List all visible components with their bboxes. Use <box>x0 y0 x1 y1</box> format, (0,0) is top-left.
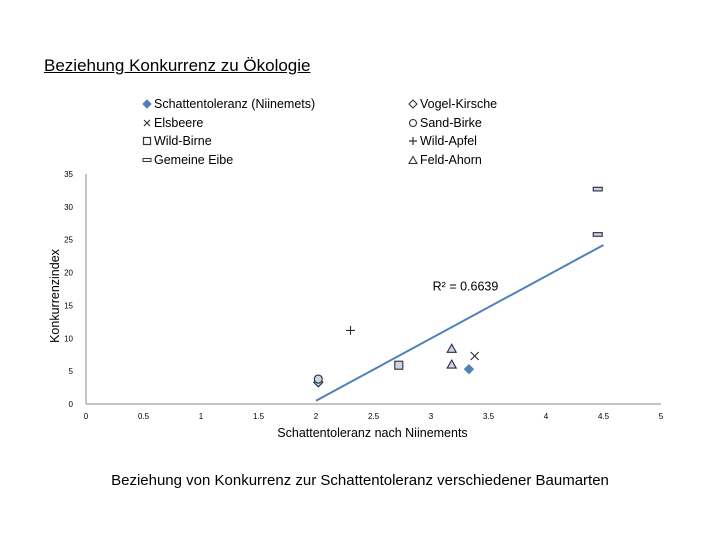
y-tick-label: 5 <box>68 367 73 377</box>
y-tick-labels <box>64 170 73 409</box>
x-axis-title: Schattentoleranz nach Niinements <box>277 426 468 440</box>
data-point <box>395 361 403 369</box>
x-tick-label: 4.5 <box>597 412 610 421</box>
legend-label: Elsbeere <box>154 115 204 130</box>
x-tick-label: 0 <box>83 412 89 421</box>
x-tick-label: 5 <box>658 412 664 421</box>
y-tick-label: 20 <box>64 268 73 278</box>
legend-label: Schattentoleranz (Niinemets) <box>154 97 316 111</box>
y-tick-label: 30 <box>64 202 73 212</box>
x-tick-label: 1 <box>198 412 204 421</box>
x-tick-label: 1.5 <box>252 412 265 421</box>
x-tick-label: 2 <box>313 412 319 421</box>
y-tick-label: 25 <box>64 235 73 245</box>
x-tick-label: 3 <box>428 412 434 421</box>
x-tick-labels <box>84 412 664 421</box>
x-tick-label: 3.5 <box>482 412 495 421</box>
legend-label: Wild-Birne <box>154 134 212 148</box>
data-point <box>593 187 602 191</box>
legend-label: Sand-Birke <box>420 115 482 130</box>
data-point <box>447 360 456 368</box>
legend-label: Gemeine Eibe <box>154 152 234 167</box>
y-tick-label: 15 <box>64 301 73 311</box>
data-point <box>314 375 322 383</box>
r-squared-label: R² = 0.6639 <box>432 279 499 294</box>
legend-label: Feld-Ahorn <box>420 152 482 167</box>
legend-label: Wild-Apfel <box>420 134 477 148</box>
chart-caption: Beziehung von Konkurrenz zur Schattentoleranz verschiedener Baumarten <box>111 472 609 489</box>
data-point <box>447 344 456 352</box>
y-tick-label: 0 <box>68 400 73 409</box>
legend-label: Vogel-Kirsche <box>420 97 498 111</box>
data-point <box>593 233 602 237</box>
slide-title: Beziehung Konkurrenz zu Ökologie <box>44 56 311 75</box>
x-tick-label: 2.5 <box>367 412 380 421</box>
y-tick-label: 35 <box>64 170 73 179</box>
x-tick-label: 4 <box>543 412 549 421</box>
x-tick-label: 0.5 <box>137 412 150 421</box>
y-axis-title: Konkurrenzindex <box>48 249 62 343</box>
trendline <box>316 245 604 401</box>
data-point <box>464 365 473 374</box>
data-point <box>346 326 355 335</box>
y-tick-label: 10 <box>64 334 73 344</box>
data-point <box>471 352 479 360</box>
